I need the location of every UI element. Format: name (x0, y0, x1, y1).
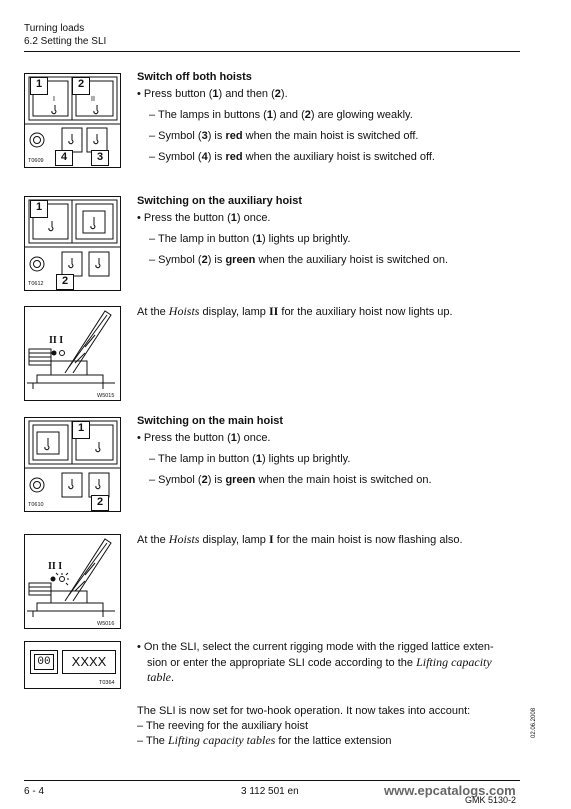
text-line-3 (137, 670, 537, 686)
text: At the (137, 306, 169, 318)
ref-number: 3 (201, 130, 208, 142)
text: ). (280, 88, 288, 100)
text-line-3 (137, 733, 537, 749)
sli-code-digits: 00 (34, 654, 54, 670)
ref-number: 1 (212, 88, 219, 100)
text: • Press the button ( (137, 212, 231, 224)
callout-4 (55, 150, 73, 166)
document-number: 3 112 501 en (241, 786, 299, 797)
figure-code: T0612 (28, 281, 44, 287)
sli-value-box: XXXX (62, 650, 116, 674)
ref-number: 2 (304, 109, 311, 121)
text: – The lamp in button ( (149, 233, 256, 245)
status-color: green (225, 254, 256, 266)
hoist-lamp-label: II I (49, 335, 64, 346)
callout-4-label: 4 (60, 151, 68, 163)
figure-code: T0610 (28, 502, 44, 508)
svg-text:I: I (53, 96, 55, 103)
callout-3-label: 3 (96, 151, 104, 163)
text: ) are glowing weakly. (310, 109, 413, 121)
figure-sli-display (24, 641, 121, 689)
text: – Symbol ( (149, 130, 202, 142)
crane-illustration (25, 307, 120, 400)
text: ) and ( (272, 109, 305, 121)
callout-1 (72, 421, 90, 439)
text: – Symbol ( (149, 254, 202, 266)
text: display, lamp (199, 306, 269, 318)
text: ) once. (236, 432, 271, 444)
status-color: green (225, 474, 256, 486)
text: ) and then ( (218, 88, 275, 100)
text: display, lamp (199, 534, 269, 546)
result-symbol-4 (137, 150, 537, 164)
callout-2-label: 2 (77, 78, 85, 90)
model-name: GMK 5130-2 (465, 795, 517, 805)
text: . (171, 672, 175, 684)
sli-code-box (30, 650, 58, 674)
result-symbol-3 (137, 129, 537, 143)
display-name: Hoists (168, 304, 200, 318)
callout-2 (72, 77, 90, 95)
page-number: 6 - 4 (24, 786, 45, 797)
figure-hoist-panel-2 (24, 196, 121, 291)
header-rule (24, 51, 520, 52)
text-line-1: The SLI is now set for two-hook operation. It now takes into account: (137, 705, 471, 717)
watermark: www.epcatalogs.com (384, 783, 516, 798)
ref-number: 1 (266, 109, 273, 121)
result-lamps-weak (137, 108, 537, 122)
text: when the main hoist is switched on. (255, 474, 432, 486)
ref-number: 1 (255, 453, 262, 465)
ref-number: 2 (201, 474, 208, 486)
para-aux-lamp (137, 304, 537, 319)
text: – Symbol ( (149, 474, 202, 486)
figure-hoist-panel-3 (24, 417, 121, 512)
text-aux-lamp (137, 304, 537, 319)
ref-number: 1 (230, 432, 237, 444)
step-press-buttons (137, 87, 537, 101)
callout-2 (91, 495, 109, 511)
text: ) is (207, 254, 226, 266)
para-main-lamp (137, 532, 537, 547)
text: ) is (207, 474, 226, 486)
section-aux-on (137, 194, 537, 267)
ref-number: 1 (230, 212, 237, 224)
text-line-1: • On the SLI, select the current rigging mode with the rigged lattice exten- (137, 641, 494, 653)
result-symbol-2 (137, 473, 537, 487)
figure-code: W5015 (97, 393, 115, 399)
text: – Symbol ( (149, 151, 202, 163)
callout-2-label: 2 (61, 275, 69, 287)
section-title-switch-off: Switch off both hoists (137, 71, 252, 83)
text: – The lamp in button ( (149, 453, 256, 465)
lamp-number: II (268, 304, 279, 318)
text-line-2 (137, 655, 537, 671)
callout-1 (30, 77, 48, 95)
figure-code: W5016 (97, 621, 115, 627)
section-title-aux-on: Switching on the auxiliary hoist (137, 195, 303, 207)
step-press-button (137, 431, 537, 445)
chapter-title: Turning loads (24, 23, 85, 34)
display-name: Hoists (168, 532, 200, 546)
figure-code: T0609 (28, 158, 44, 164)
figure-crane-main (24, 534, 121, 629)
text: ) lights up brightly. (261, 233, 351, 245)
text: sion or enter the appropriate SLI code according to the (147, 656, 417, 669)
ref-number: 2 (201, 254, 208, 266)
text: ) is (207, 130, 226, 142)
para-sli-select (137, 640, 537, 686)
text: when the auxiliary hoist is switched on. (255, 254, 449, 266)
step-press-button (137, 211, 537, 225)
svg-text:II: II (91, 96, 95, 103)
figure-crane-aux (24, 306, 121, 401)
footer-rule (24, 780, 520, 781)
result-symbol-2 (137, 253, 537, 267)
table-name: Lifting capacity tables (168, 733, 276, 747)
print-date: 02.06.2008 (531, 707, 537, 738)
text: ) is (207, 151, 226, 163)
lamp-number: I (268, 532, 274, 546)
text: ) once. (236, 212, 271, 224)
text: for the auxiliary hoist now lights up. (278, 306, 453, 318)
callout-3 (91, 150, 109, 166)
para-two-hook (137, 704, 537, 749)
crane-illustration (25, 535, 120, 628)
section-title-main-on: Switching on the main hoist (137, 415, 284, 427)
figure-hoist-panel-1 (24, 73, 121, 168)
callout-1-label: 1 (35, 78, 43, 90)
text: – The lamps in buttons ( (149, 109, 267, 121)
callout-1 (30, 200, 48, 218)
callout-2 (56, 274, 74, 290)
hoist-lamp-label: II I (48, 561, 63, 572)
result-lamp-bright (137, 452, 537, 466)
figure-code: T0364 (99, 680, 115, 686)
table-name: table (147, 670, 171, 684)
text: – The (137, 735, 168, 747)
callout-1-label: 1 (77, 422, 85, 434)
text: for the lattice extension (275, 735, 392, 747)
text: when the auxiliary hoist is switched off. (242, 151, 435, 163)
text-main-lamp (137, 532, 537, 547)
table-name: Lifting capacity (416, 654, 492, 669)
status-color: red (225, 130, 243, 142)
text: • Press the button ( (137, 432, 231, 444)
result-lamp-bright (137, 232, 537, 246)
text-line-2: – The reeving for the auxiliary hoist (137, 719, 308, 732)
section-main-on (137, 414, 537, 487)
callout-2-label: 2 (96, 496, 104, 508)
status-color: red (225, 151, 243, 163)
text: when the main hoist is switched off. (242, 130, 419, 142)
ref-number: 2 (274, 88, 281, 100)
text: for the main hoist is now flashing also. (273, 534, 463, 546)
text: At the (137, 534, 169, 546)
text: • Press button ( (137, 88, 213, 100)
ref-number: 4 (201, 151, 208, 163)
section-title: 6.2 Setting the SLI (24, 36, 107, 47)
callout-1-label: 1 (35, 201, 43, 213)
ref-number: 1 (255, 233, 262, 245)
text: ) lights up brightly. (261, 453, 351, 465)
section-switch-off (137, 70, 537, 164)
